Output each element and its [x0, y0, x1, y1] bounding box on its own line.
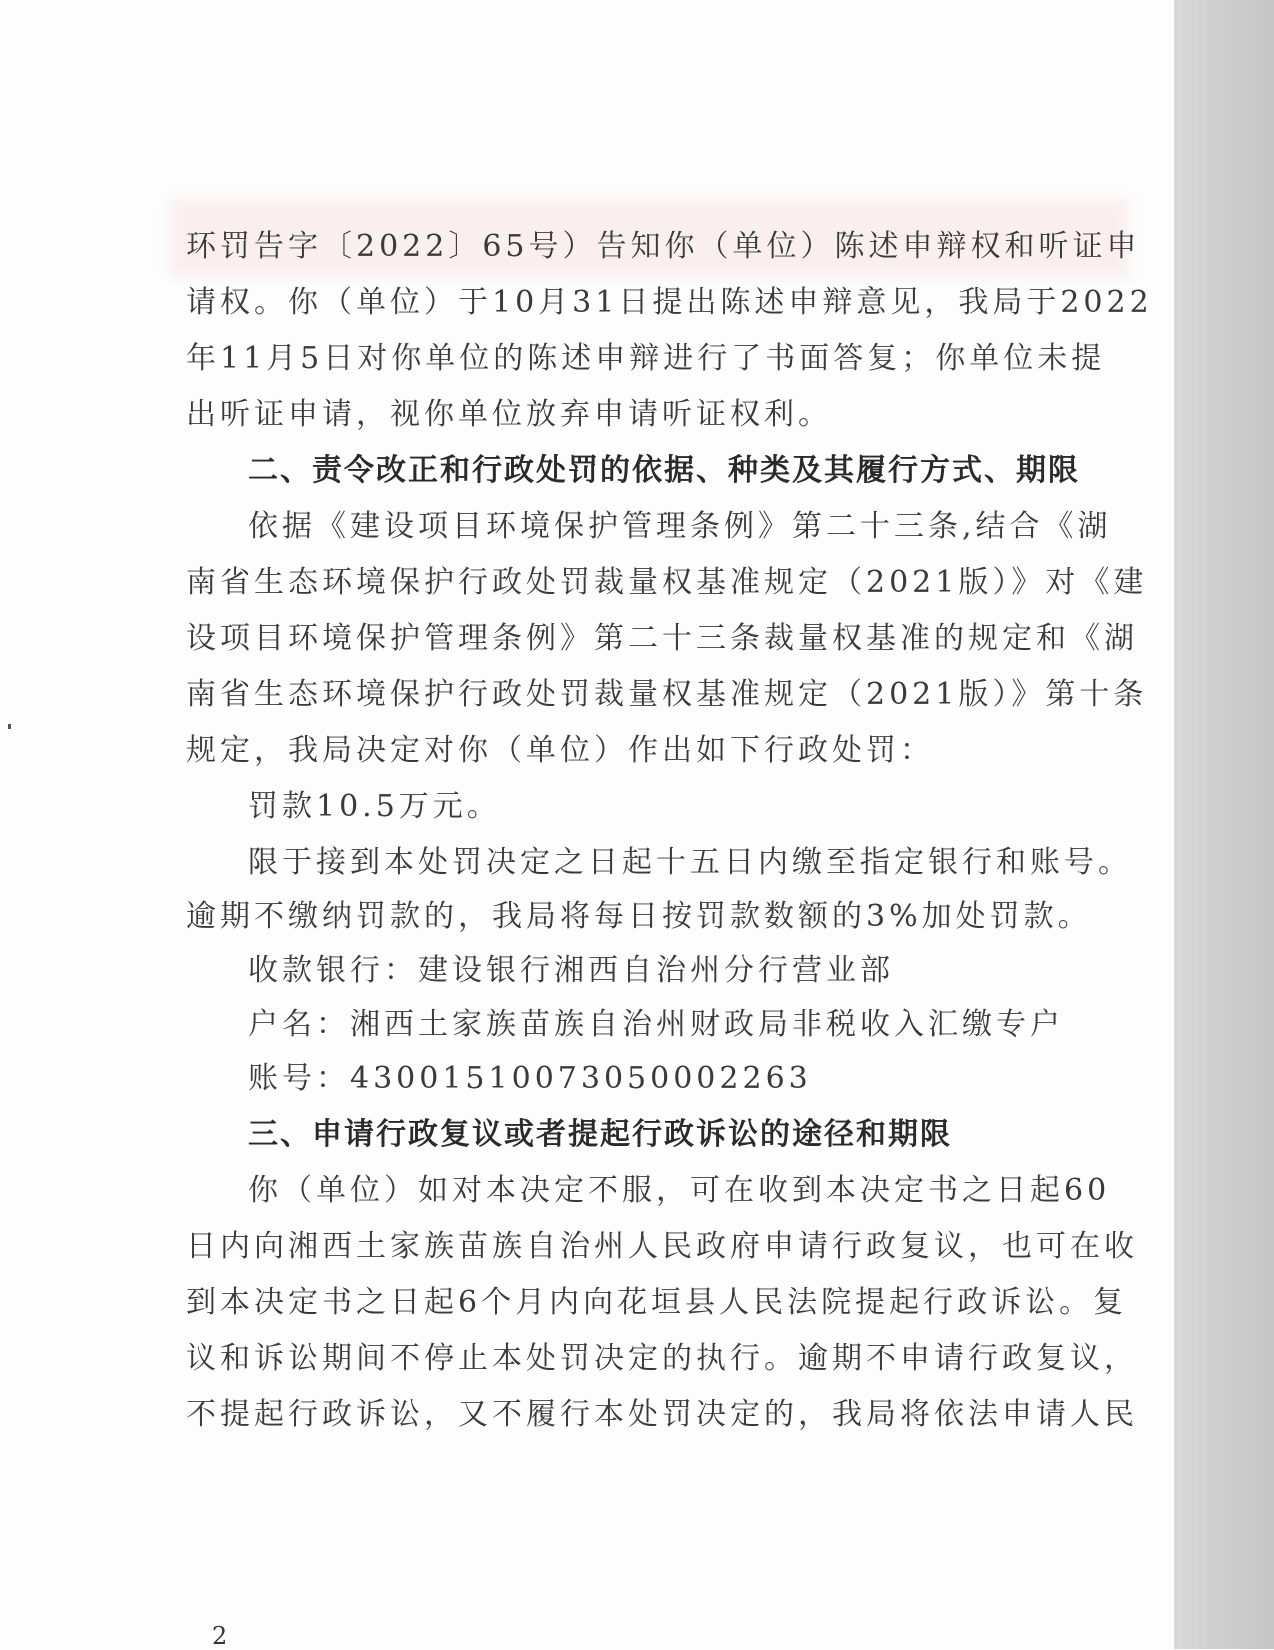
- text-line: 日内向湘西土家族苗族自治州人民政府申请行政复议，也可在收: [186, 1229, 1138, 1264]
- text-line: 不提起行政诉讼，又不履行本处罚决定的，我局将依法申请人民: [186, 1397, 1138, 1432]
- text-line: 南省生态环境保护行政处罚裁量权基准规定（2021版）》第十条: [186, 677, 1148, 712]
- account-number: 账号：43001510073050002263: [248, 1061, 812, 1096]
- scan-mark: [8, 724, 11, 729]
- section-2-heading: 二、责令改正和行政处罚的依据、种类及其履行方式、期限: [248, 453, 1080, 488]
- scanner-background-edge: [1174, 0, 1274, 1649]
- text-line: 设项目环境保护管理条例》第二十三条裁量权基准的规定和《湖: [186, 621, 1138, 656]
- text-line: 到本决定书之日起6个月内向花垣县人民法院提起行政诉讼。复: [186, 1285, 1128, 1320]
- text-line: 依据《建设项目环境保护管理条例》第二十三条,结合《湖: [248, 509, 1112, 544]
- text-line: 规定，我局决定对你（单位）作出如下行政处罚：: [186, 733, 934, 768]
- text-line: 你（单位）如对本决定不服，可在收到本决定书之日起60: [248, 1173, 1111, 1208]
- fine-amount: 罚款10.5万元。: [248, 789, 501, 824]
- text-line: 年11月5日对你单位的陈述申辩进行了书面答复；你单位未提: [186, 341, 1106, 376]
- section-3-heading: 三、申请行政复议或者提起行政诉讼的途径和期限: [248, 1117, 952, 1152]
- bank-name: 收款银行：建设银行湘西自治州分行营业部: [248, 953, 894, 988]
- text-line: 议和诉讼期间不停止本处罚决定的执行。逾期不申请行政复议，: [186, 1341, 1138, 1376]
- text-line: 限于接到本处罚决定之日起十五日内缴至指定银行和账号。: [248, 845, 1132, 880]
- text-line: 环罚告字〔2022〕65号）告知你（单位）陈述申辩权和听证申: [186, 229, 1141, 264]
- text-line: 南省生态环境保护行政处罚裁量权基准规定（2021版）》对《建: [186, 565, 1148, 600]
- text-line: 逾期不缴纳罚款的，我局将每日按罚款数额的3%加处罚款。: [186, 899, 1092, 934]
- text-line: 出听证申请，视你单位放弃申请听证权利。: [186, 397, 832, 432]
- page-number: 2: [212, 1622, 228, 1650]
- account-name: 户名：湘西土家族苗族自治州财政局非税收入汇缴专户: [248, 1007, 1064, 1042]
- text-line: 请权。你（单位）于10月31日提出陈述申辩意见，我局于2022: [186, 285, 1153, 320]
